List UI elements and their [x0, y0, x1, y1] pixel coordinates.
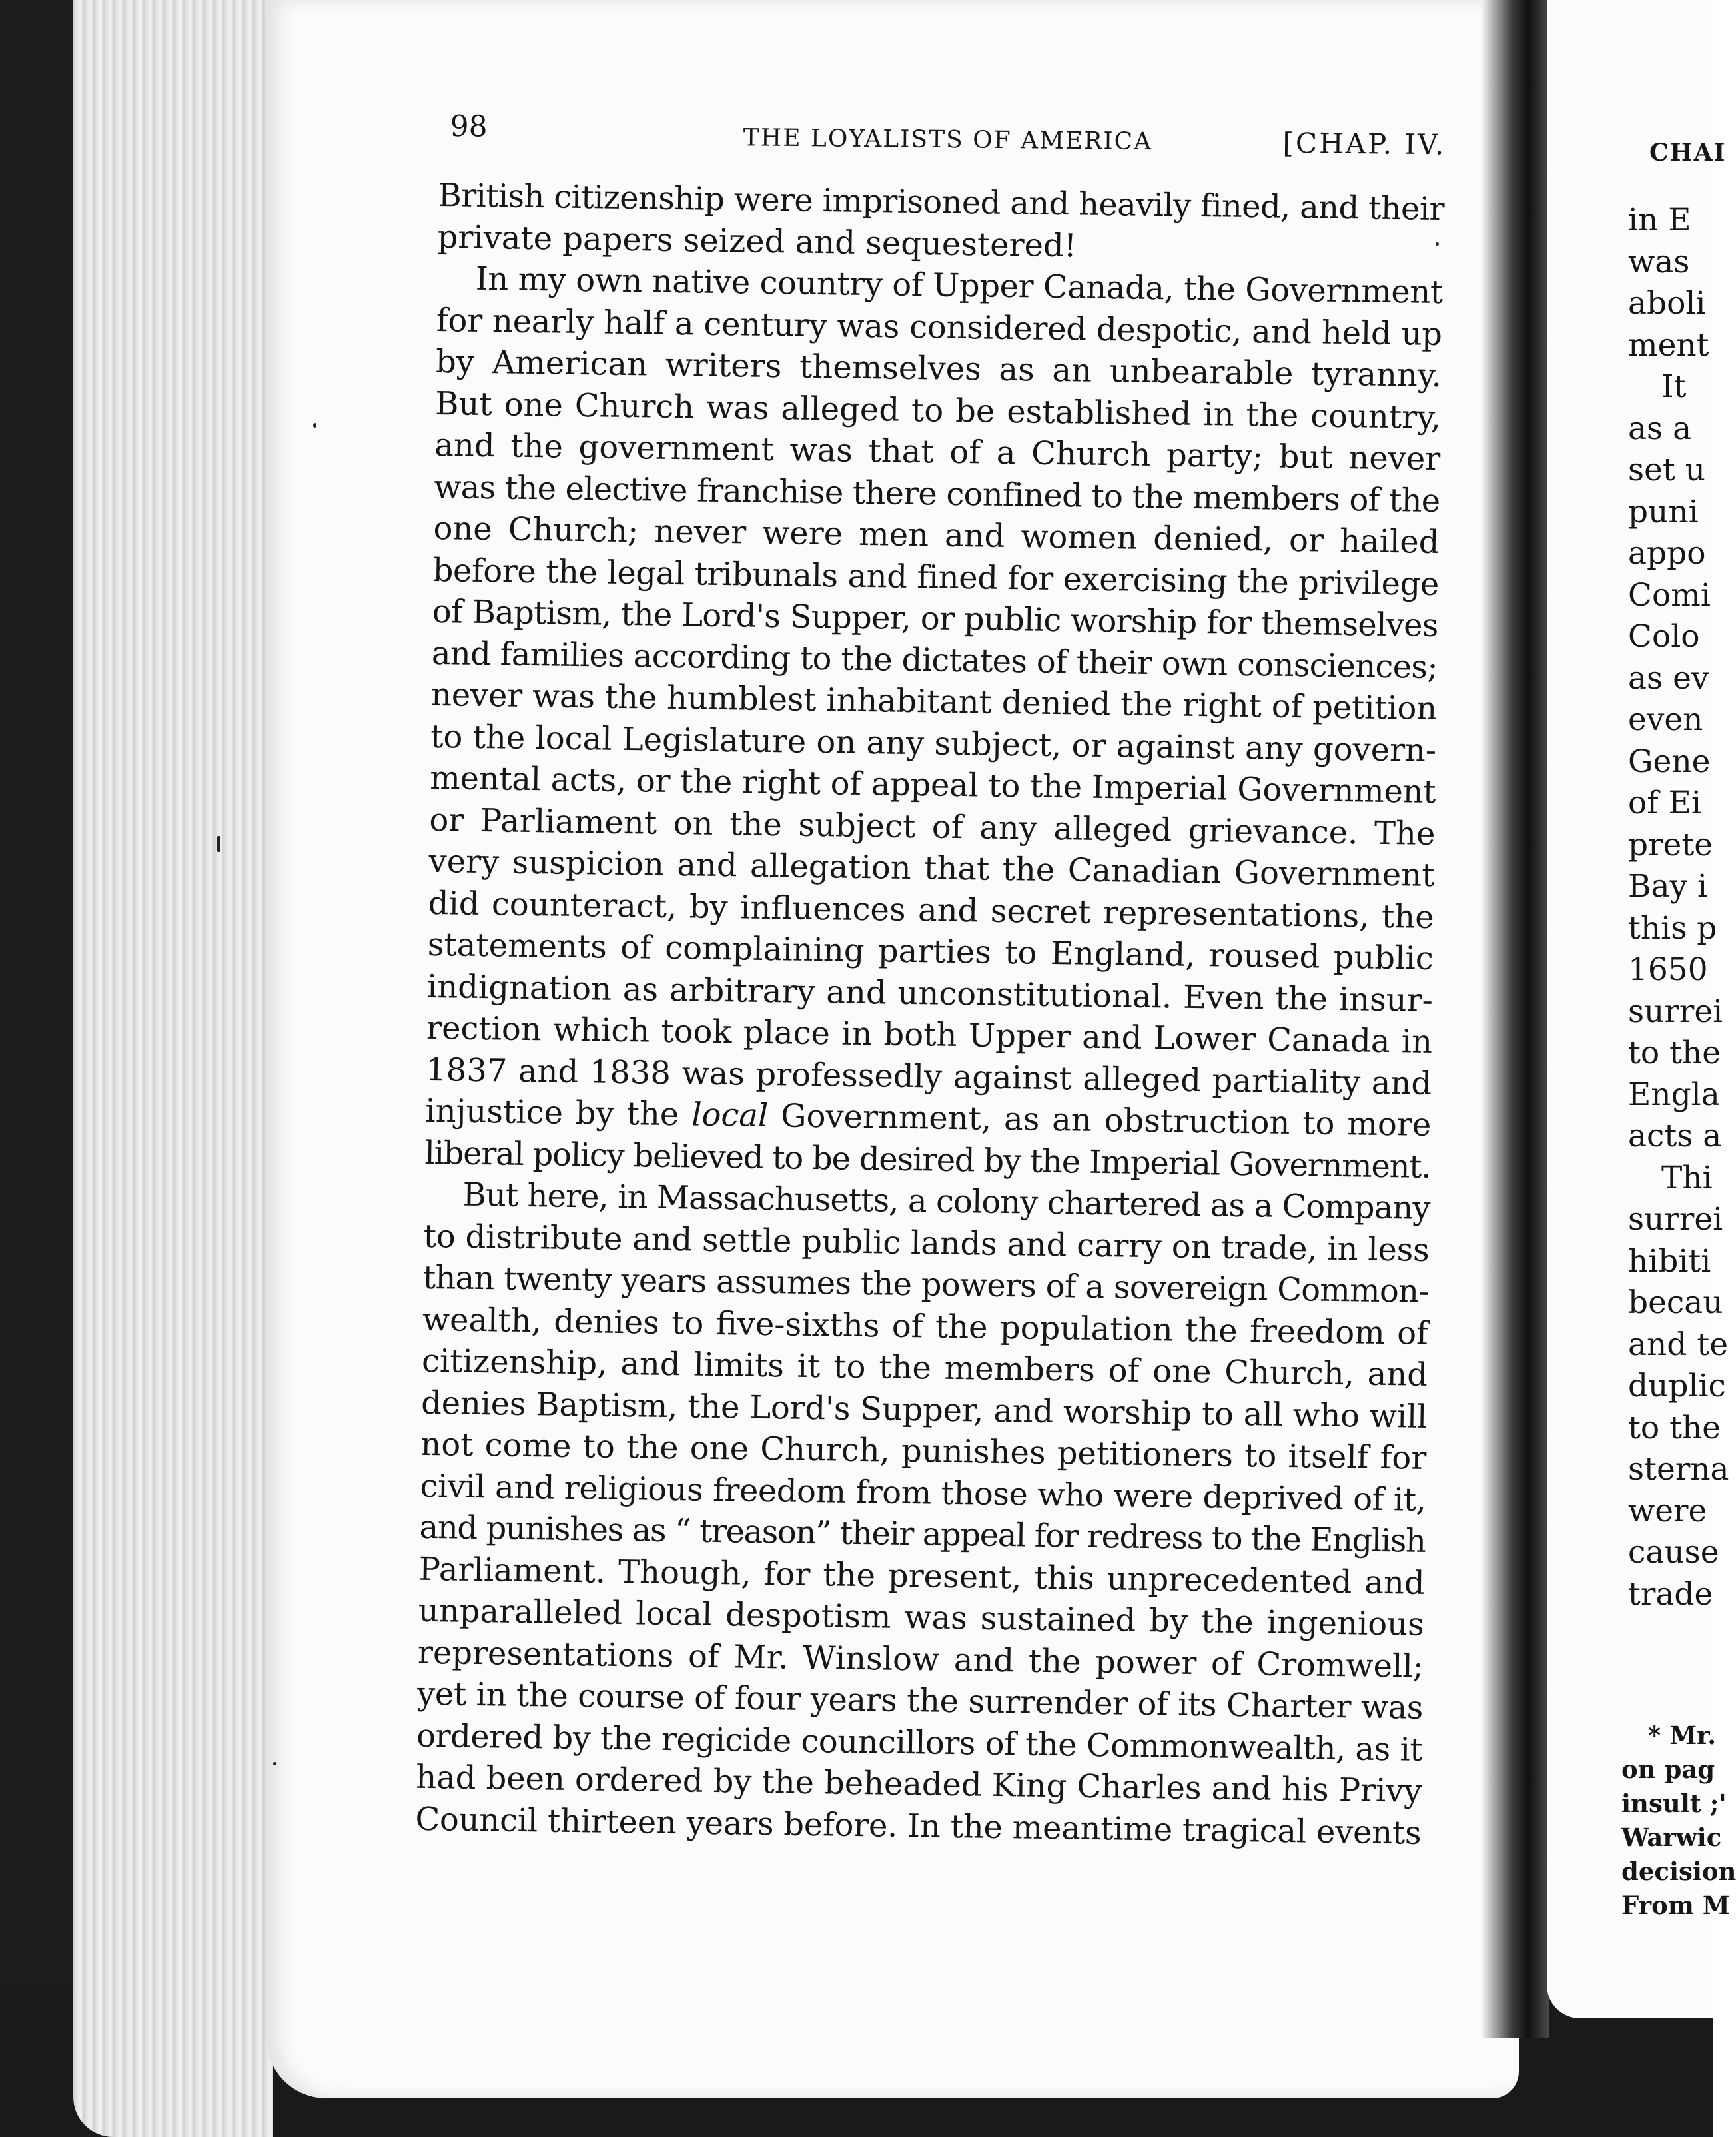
fragment-line: ment — [1628, 326, 1709, 364]
fragment-line: Thi — [1661, 1159, 1713, 1196]
fragment-line: puni — [1628, 493, 1699, 530]
text-line: and families according to the dictates of their own consciences; — [431, 634, 1438, 686]
fragment-line: becau — [1628, 1284, 1723, 1321]
fragment-line: duplic — [1628, 1368, 1726, 1404]
fragment-line: hibiti — [1628, 1242, 1711, 1280]
footnote-fragment-line: From M — [1621, 1891, 1730, 1920]
text-line: liberal policy believed to be desired by the Imperial Government. — [424, 1134, 1431, 1186]
page-edges — [73, 0, 273, 2137]
text-line: did counteract, by influences and secret representations, the — [428, 884, 1434, 936]
fragment-line: sterna — [1628, 1451, 1729, 1488]
paragraph-3 — [415, 1174, 1430, 1854]
paragraph-2 — [424, 258, 1443, 1188]
footnote-fragment-line: * Mr. — [1648, 1721, 1717, 1750]
fragment-line: to the — [1628, 1409, 1721, 1446]
text-line: private papers seized and sequestered! — [437, 218, 1077, 264]
footnote-fragment-line: on pag — [1621, 1755, 1715, 1784]
fragment-line: Comi — [1628, 576, 1711, 614]
text-line: Council thirteen years before. In the meantime tragical events — [415, 1800, 1422, 1852]
fragment-line: prete — [1628, 826, 1713, 863]
scan-speck — [217, 836, 220, 852]
fragment-line: It — [1661, 368, 1687, 405]
fragment-line: even — [1628, 701, 1703, 738]
text-line: But here, in Massachusetts, a colony chartered as a Company — [462, 1176, 1430, 1227]
fragment-line: Colo — [1628, 618, 1700, 655]
running-header — [450, 100, 1446, 163]
fragment-line: aboli — [1628, 285, 1706, 322]
text-line: But one Church was alleged to be established in the country, — [434, 384, 1442, 436]
text-line: before the legal tribunals and fined for exercising the privilege — [432, 551, 1440, 603]
fragment-line: surrei — [1628, 993, 1723, 1030]
text-line: not come to the one Church, punishes petitioners to itself for — [420, 1425, 1427, 1477]
text-line: civil and religious freedom from those who were deprived of it, — [420, 1467, 1426, 1519]
text-line: representations of Mr. Winslow and the power of Cromwell; — [417, 1633, 1424, 1685]
italic-emphasis: local — [691, 1096, 769, 1135]
right-page-footnote-fragments — [1621, 1719, 1736, 1923]
fragment-line: this p — [1628, 909, 1717, 947]
fragment-line: in E — [1628, 202, 1691, 238]
fragment-line: as ev — [1628, 659, 1709, 697]
text-line: statements of complaining parties to England, roused public — [427, 925, 1434, 977]
page-number: 98 — [450, 109, 488, 144]
text-line: by American writers themselves as an unbearable tyranny. — [435, 342, 1442, 395]
text-line: rection which took place in both Upper and Lower Canada in — [426, 1009, 1433, 1061]
text-line: mental acts, or the right of appeal to the Imperial Government — [429, 759, 1436, 811]
text-line: one Church; never were men and women denied, or hailed — [433, 509, 1440, 562]
chapter-label: [CHAP. IV. — [1282, 126, 1446, 161]
text-line: Parliament. Though, for the present, this unprecedented and — [418, 1550, 1426, 1602]
fragment-line: cause — [1628, 1534, 1719, 1571]
text-line: or Parliament on the subject of any alleged grievance. The — [429, 801, 1436, 853]
text-line: to distribute and settle public lands and carry on trade, in less — [423, 1217, 1430, 1269]
text-line: very suspicion and allegation that the Canadian Government — [428, 842, 1435, 894]
text-line: unparalleled local despotism was sustained by the ingenious — [418, 1591, 1425, 1643]
text-line: never was the humblest inhabitant denied the right of petition — [430, 675, 1438, 728]
text-line: indignation as arbitrary and unconstitutional. Even the insur- — [426, 967, 1434, 1019]
scan-speck — [313, 423, 316, 428]
text-line: wealth, denies to five-sixths of the population the freedom of — [422, 1300, 1429, 1352]
text-line: yet in the course of four years the surrender of its Charter was — [416, 1675, 1424, 1727]
fragment-line: Engla — [1628, 1076, 1720, 1113]
fragment-line: appo — [1628, 535, 1706, 572]
fragment-line: of Ei — [1628, 785, 1701, 821]
running-title: THE LOYALISTS OF AMERICA — [743, 124, 1153, 156]
fragment-line: was — [1628, 243, 1690, 280]
fragment-line: trade — [1628, 1575, 1713, 1613]
text-line: than twenty years assumes the powers of a sovereign Common- — [422, 1258, 1430, 1310]
right-page-text-fragments — [1628, 200, 1729, 1615]
fragment-line: as a — [1628, 410, 1692, 447]
footnote-fragment-line: decision — [1621, 1857, 1736, 1886]
fragment-line: and te — [1628, 1326, 1729, 1363]
text-line: 1837 and 1838 was professedly against alleged partiality and — [425, 1051, 1432, 1102]
book-gutter — [1482, 0, 1549, 2038]
fragment-line: Gene — [1628, 743, 1711, 780]
text-line: In my own native country of Upper Canada, the Government — [475, 260, 1444, 312]
scan-speck — [273, 1762, 276, 1765]
text-line: of Baptism, the Lord's Supper, or public worship for themselves — [432, 592, 1439, 645]
fragment-line: acts a — [1628, 1118, 1722, 1154]
footnote-fragment-line: Warwic — [1621, 1823, 1722, 1852]
book-binding-shadow — [0, 0, 80, 2137]
right-page-header-fragment: CHAI — [1649, 139, 1727, 167]
paragraph-1 — [437, 175, 1444, 272]
text-line: British citizenship were imprisoned and heavily fined, and their — [438, 176, 1445, 228]
text-line: ordered by the regicide councillors of the Commonwealth, as it — [416, 1717, 1423, 1769]
text-line: to the local Legislature on any subject, or against any govern- — [430, 717, 1437, 769]
text-line: and punishes as “ treason” their appeal for redress to the English — [419, 1508, 1426, 1560]
fragment-line: to the — [1628, 1035, 1721, 1071]
text-line: for nearly half a century was considered despotic, and held up — [436, 301, 1443, 353]
fragment-line: surrei — [1628, 1201, 1723, 1238]
text-line: and the government was that of a Church party; but never — [434, 426, 1441, 478]
text-line: was the elective franchise there confined to the members of the — [434, 468, 1440, 520]
fragment-line: were — [1628, 1492, 1707, 1529]
fragment-line: Bay i — [1628, 868, 1708, 905]
text-line: had been ordered by the beheaded King Charles and his Privy — [416, 1758, 1422, 1810]
text-line: citizenship, and limits it to the members of one Church, and — [421, 1342, 1428, 1394]
footnote-fragment-line: insult ;' — [1621, 1789, 1727, 1818]
fragment-line: 1650 — [1628, 951, 1708, 988]
fragment-line: set u — [1628, 452, 1706, 488]
text-line: denies Baptism, the Lord's Supper, and worship to all who will — [420, 1384, 1428, 1436]
text-line: injustice by the local Government, as an obstruction to more — [424, 1092, 1432, 1144]
body-text — [415, 175, 1444, 1854]
